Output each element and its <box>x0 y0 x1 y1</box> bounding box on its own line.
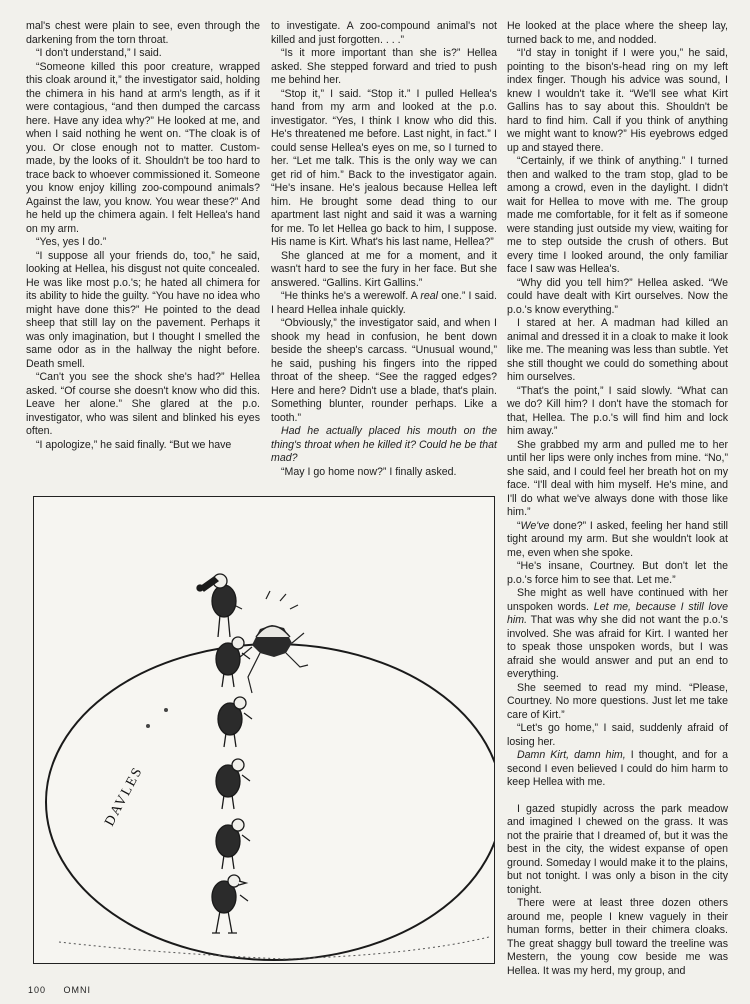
text-column-2 <box>271 20 497 479</box>
paragraph: “Someone killed this poor creature, wrapped this cloak around it,” the investigator said, holding the chimera in his hand at arm's length, as if it were contagious, “and then dumped the carcass here. Have any idea why?” He looked at me, and when I said nothing he went on. “The cloak is of you. Or close enough not to matter. Custom-made, by the looks of it. Shouldn't be too hard to trace back to whoever commissioned it. Someone you know enjoy killing zoo-compound animals? Against the law, you know. You wear these?” And he held up the chimera again. I felt Hellea's hand on my arm. <box>26 60 260 235</box>
paragraph: “May I go home now?” I finally asked. <box>281 465 457 478</box>
page-footer <box>28 985 105 995</box>
paragraph: He looked at the place where the sheep lay, turned back to me, and nodded. <box>507 20 728 46</box>
paragraph: “Let's go home,” I said, suddenly afraid of losing her. <box>507 722 728 748</box>
paragraph: Damn Kirt, damn him, I thought, and for a second I even believed I could do him harm to keep Hellea with me. <box>507 749 729 788</box>
paragraph: mal's chest were plain to see, even through the darkening from the torn throat. <box>26 20 260 46</box>
paragraph: “Yes, yes I do.” <box>36 236 107 248</box>
paragraph: She grabbed my arm and pulled me to her until her lips were only inches from mine. “No,” she said, and I could feel her breath hot on my face. “I'll deal with him myself. He's mine, and I'll do what we've always done with those like him.” <box>507 438 728 518</box>
paragraph: “Stop it,” I said. “Stop it.” I pulled Hellea's hand from my arm and looked at the p.o. investigator. “Yes, I think I know who did this. He's threatened me before. Last night, in fact.” I could sense Hellea's eyes on me, so I turned to her. “Let me talk. This is the only way we can get rid of him.” Back to the investigator again. “He's insane. He's jealous because Hellea left him. He brought some dead thing to our apartment last night and said it was a warning for me. To let Hellea go back to him, I suppose. His name is Kirt. What's his last name, Hellea?” <box>271 87 497 248</box>
paragraph: I stared at her. A madman had killed an animal and dressed it in a cloak to make it look like me. The meaning was less than subtle. Yet she still thought we could do something about him ourselves. <box>507 317 728 383</box>
paragraph: to investigate. A zoo-compound animal's not killed and just forgotten. . . .” <box>271 20 497 46</box>
paragraph: I gazed stupidly across the park meadow and imagined I chewed on the grass. It was not the prairie that I dreamed of, but it was the best in the city, the widest expanse of open ground. Someday I would make it to the plains, but not tonight. I was only a bison in the city tonight. <box>507 802 728 896</box>
paragraph: “Can't you see the shock she's had?” Hellea asked. “Of course she doesn't know who did this. Leave her alone.” She glared at the p.o. investigator, who was silent and blinked his eyes often. <box>26 371 260 437</box>
cartoonist-signature: DAVLES <box>102 764 147 829</box>
paragraph: She glanced at me for a moment, and it wasn't hard to see the fury in her face. But she answered. “Gallins. Kirt Gallins.” <box>271 249 497 289</box>
paragraph: She seemed to read my mind. “Please, Courtney. No more questions. Just let me take care of Kirt.” <box>507 681 728 721</box>
paragraph: “We've done?” I asked, feeling her hand still tight around my arm. But she wouldn't look at me, even when she spoke. <box>507 519 728 559</box>
paragraph: “I apologize,” he said finally. “But we have <box>36 438 232 451</box>
paragraph: Had he actually placed his mouth on the thing's throat when he killed it? Could he be that mad? <box>271 425 497 464</box>
paragraph: “Obviously,” the investigator said, and when I shook my head in confusion, he bent down beside the sheep's carcass. “Unusual wound,” he said, pushing his fingers into the ripped throat of the sheep. “See the ragged edges? Here and here? Didn't use a blade, that's plain. Something blunter, rounder perhaps. Like a tooth.” <box>271 317 497 424</box>
text-column-1 <box>26 20 260 452</box>
paragraph: There were at least three dozen others around me, people I knew vaguely in their human forms, better in their chimera cloaks. The great shaggy bull toward the treeline was Mestern, the young cow beside me was Hellea. It was my herd, my group, and <box>507 897 728 977</box>
text-column-3 <box>507 20 728 978</box>
cartoon-drawing <box>34 497 494 963</box>
paragraph: “He thinks he's a werewolf. A real one.” I said. I heard Hellea inhale quickly. <box>271 290 498 316</box>
paragraph: “Certainly, if we think of anything.” I turned then and walked to the tram stop, glad to be among a crowd, even in the daylight. I didn't wait for Hellea to move with me. The group made me comfortable, for it felt as if someone were standing just outside my view, waiting for me to step outside the crush of others. But every time I looked around, the only familiar face I saw was Hellea's. <box>507 155 728 275</box>
paragraph: “I suppose all your friends do, too,” he said, looking at Hellea, his disgust not quite concealed. He was like most p.o.'s; he hated all chimera for its ability to hide the guilty. “You have no idea who might have done this?” He pointed to the dead sheep that still lay on the pavement. Perhaps it was only imagination, but I thought I smelled the same odor as in the hallway the night before. Death smell. <box>26 249 260 370</box>
paragraph: “I don't understand,” I said. <box>36 47 162 59</box>
cartoon-illustration <box>33 496 495 964</box>
magazine-name: OMNI <box>63 985 92 995</box>
paragraph: She might as well have continued with her unspoken words. Let me, because I still love him. That was why she did not want the p.o.'s involved. She was afraid for Kirt. I wanted her to speak those unspoken words, but I was afraid she would answer and put an end to everything. <box>507 587 728 680</box>
paragraph: “Is it more important than she is?” Hellea asked. She stepped forward and tried to push me behind her. <box>271 47 497 86</box>
page-number: 100 <box>28 985 47 995</box>
paragraph: “Why did you tell him?” Hellea asked. “We could have dealt with Kirt ourselves. Now the p.o.'s know everything.” <box>507 276 728 316</box>
paragraph: “I'd stay in tonight if I were you,” he said, pointing to the bison's-head ring on my left index finger. Though his advice was sound, I knew I wouldn't take it. “We'll see what Kirt Gallins has to say about this. Shouldn't be hard to find him. Call if you think of anything we might want to know?” His eyebrows edged up and stayed there. <box>507 47 728 154</box>
paragraph: “He's insane, Courtney. But don't let the p.o.'s force him to see that. Let me.” <box>507 560 728 586</box>
paragraph: “That's the point,” I said slowly. “What can we do? Kill him? I don't have the stomach for that, Hellea. The p.o.'s will find him and lock him away.” <box>507 384 728 437</box>
